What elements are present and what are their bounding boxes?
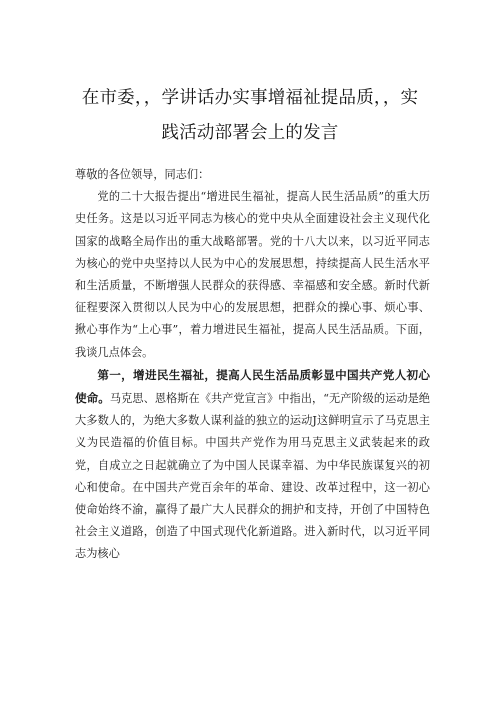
paragraph-2: [75, 364, 430, 566]
paragraph-2-lead: 第一，增进民生福祉，提高人民生活品质彰显中国共产党人初心使命。: [75, 367, 430, 406]
paragraph-2-body: 马克思、恩格斯在《共产党宣言》中指出，“无产阶级的运动是绝大多数人的，为绝大多数人谋利益的独立的运动J这鲜明宣示了马克思主义为民造福的价值目标。中国共产党作为用马克思主义武装起来的政党，自成立之日起就确立了为中国人民谋幸福、为中华民族谋复兴的初心和使命。在中国共产党百余年的革命、建设、改革过程中，这一初心使命始终不渝，赢得了最广大人民群众的拥护和支持，开创了中国特色社会主义道路，创造了中国式现代化新道路。进入新时代，以习近平同志为核心: [75, 392, 430, 561]
document-body: [75, 164, 430, 566]
paragraph-1: 党的二十大报告提出“增进民生福祉，提高人民生活品质”的重大历史任务。这是以习近平同志为核心的党中央从全面建设社会主义现代化国家的战略全局作出的重大战略部署。党的十八大以来，以习近平同志为核心的党中央坚持以人民为中心的发展思想，持续提高人民生活水平和生活质量，不断增强人民群众的获得感、幸福感和安全感。新时代新征程要深入贯彻以人民为中心的发展思想，把群众的操心事、烦心事、揪心事作为“上心事”，着力增进民生福祉，提高人民生活品质。下面，我谈几点体会。: [75, 190, 430, 359]
document-title-line-1: 在市委，，学讲话办实事增福祉提品质，，实: [81, 88, 419, 108]
salutation: 尊敬的各位领导，同志们：: [75, 168, 210, 181]
document-title-line-2: 践活动部署会上的发言: [161, 123, 339, 143]
